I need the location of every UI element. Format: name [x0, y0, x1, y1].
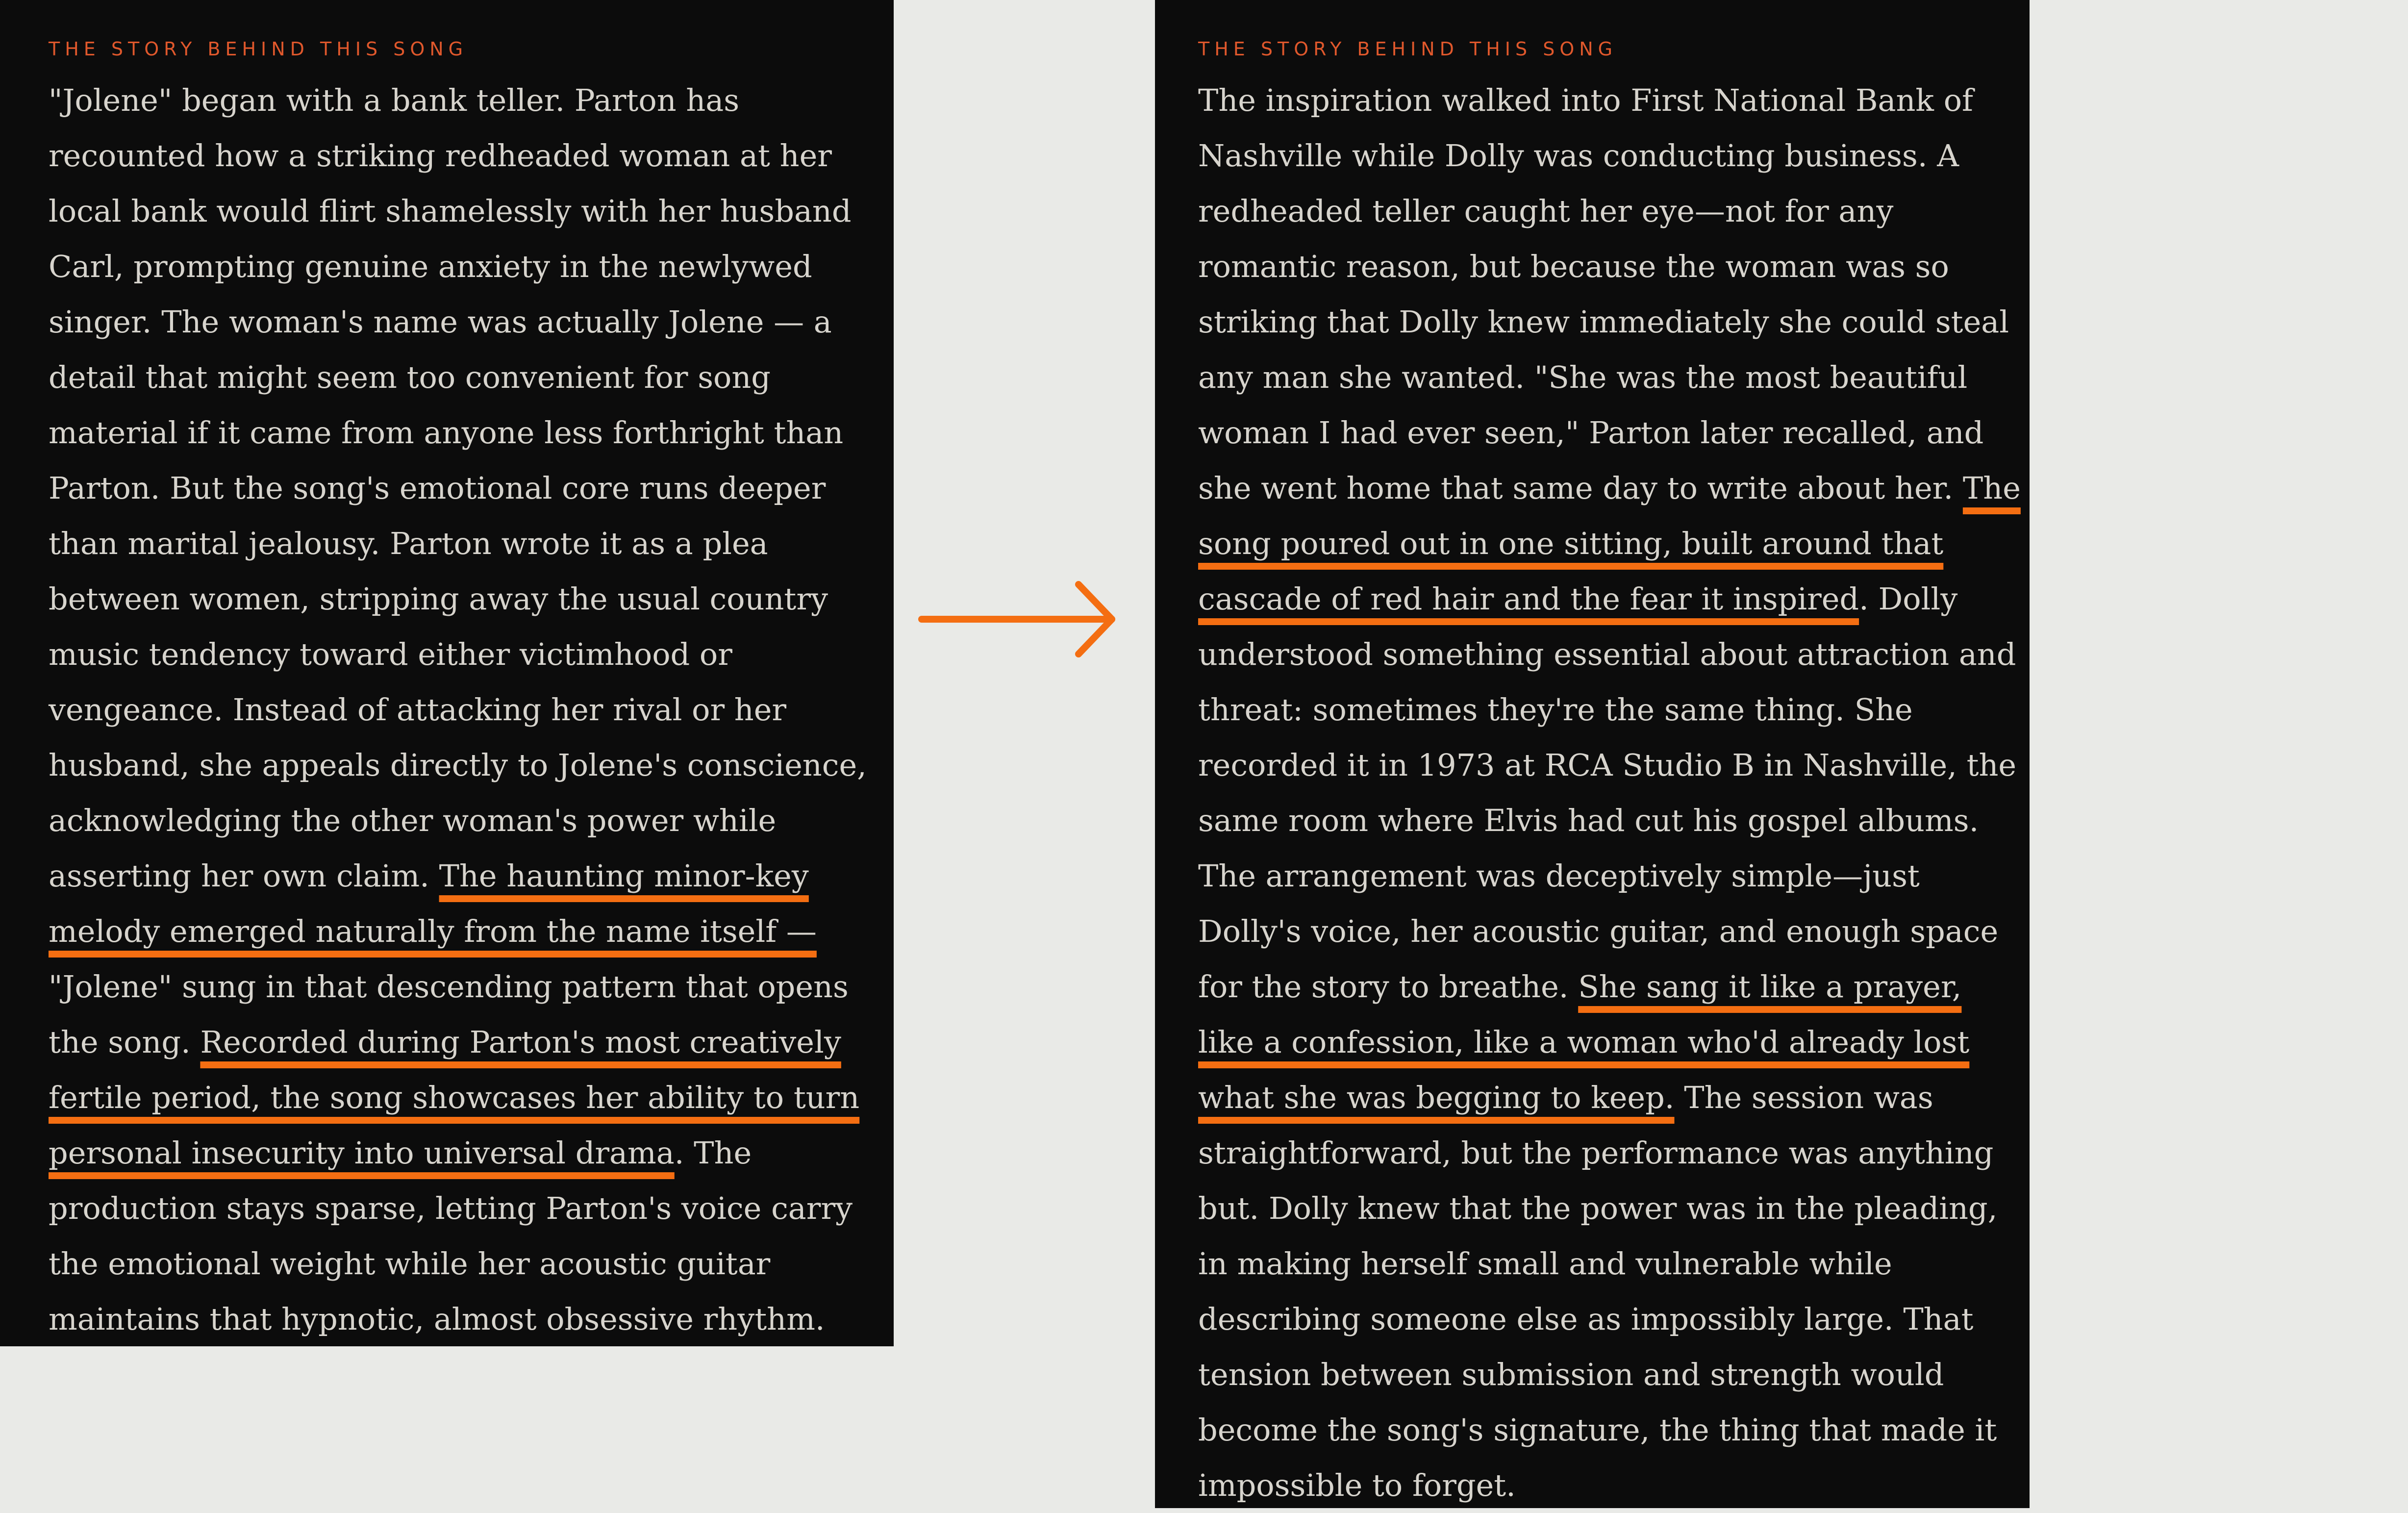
arrow-right-icon: [917, 574, 1123, 662]
story-paragraph: [1198, 73, 2022, 1513]
story-paragraph: [49, 73, 882, 1347]
text-segment: . Dolly understood something essential about attraction and threat: sometimes they're the same thing. She recorded it in 1973 at RCA Studio B in Nashville, the same room where Elvis had cut his gospel albums. The arrangement was deceptively simple—just Dolly's voice, her acoustic guitar, and enough space for the story to breathe.: [1198, 581, 2017, 1005]
highlighted-phrase: Recorded during Parton's most creatively fertile period, the song showcases her ability to turn personal insecurity into universal drama: [49, 1024, 860, 1171]
text-segment: . The production stays sparse, letting Parton's voice carry the emotional weight while her acoustic guitar maintains that hypnotic, almost obsessive rhythm.: [49, 1135, 853, 1337]
original-text-panel: [0, 0, 894, 1346]
text-segment: "Jolene" sung in that descending pattern that opens the song.: [49, 969, 849, 1060]
text-segment: The session was straightforward, but the performance was anything but. Dolly knew that the power was in the pleading, in making herself small and vulnerable while describing someone else as impossibly large. That tension between submission and strength would become the song's signature, the thing that made it impossible to forget.: [1198, 1080, 1998, 1503]
highlighted-phrase: She sang it like a prayer, like a confession, like a woman who'd already lost what she was begging to keep.: [1198, 969, 1970, 1115]
section-label: THE STORY BEHIND THIS SONG: [49, 38, 468, 60]
text-segment: The inspiration walked into First National Bank of Nashville while Dolly was conducting business. A redheaded teller caught her eye—not for any romantic reason, but because the woman was so striking that Dolly knew immediately she could steal any man she wanted. "She was the most beautiful woman I had ever seen," Parton later recalled, and she went home that same day to write about her.: [1198, 82, 2009, 506]
text-segment: "Jolene" began with a bank teller. Parton has recounted how a striking redheaded woman at her local bank would flirt shamelessly with her husband Carl, prompting genuine anxiety in the newlywed singer. The woman's name was actually Jolene — a detail that might seem too convenient for song material if it came from anyone less forthright than Parton. But the song's emotional core runs deeper than marital jealousy. Parton wrote it as a plea between women, stripping away the usual country music tendency toward either victimhood or vengeance. Instead of attacking her rival or her husband, she appeals directly to Jolene's conscience, acknowledging the other woman's power while asserting her own claim.: [49, 82, 867, 894]
revised-text-panel: [1155, 0, 2030, 1508]
highlighted-phrase: The song poured out in one sitting, built around that cascade of red hair and the fear it inspired: [1198, 470, 2021, 617]
section-label: THE STORY BEHIND THIS SONG: [1198, 38, 1618, 60]
highlighted-phrase: The haunting minor-key melody emerged naturally from the name itself —: [49, 858, 817, 949]
